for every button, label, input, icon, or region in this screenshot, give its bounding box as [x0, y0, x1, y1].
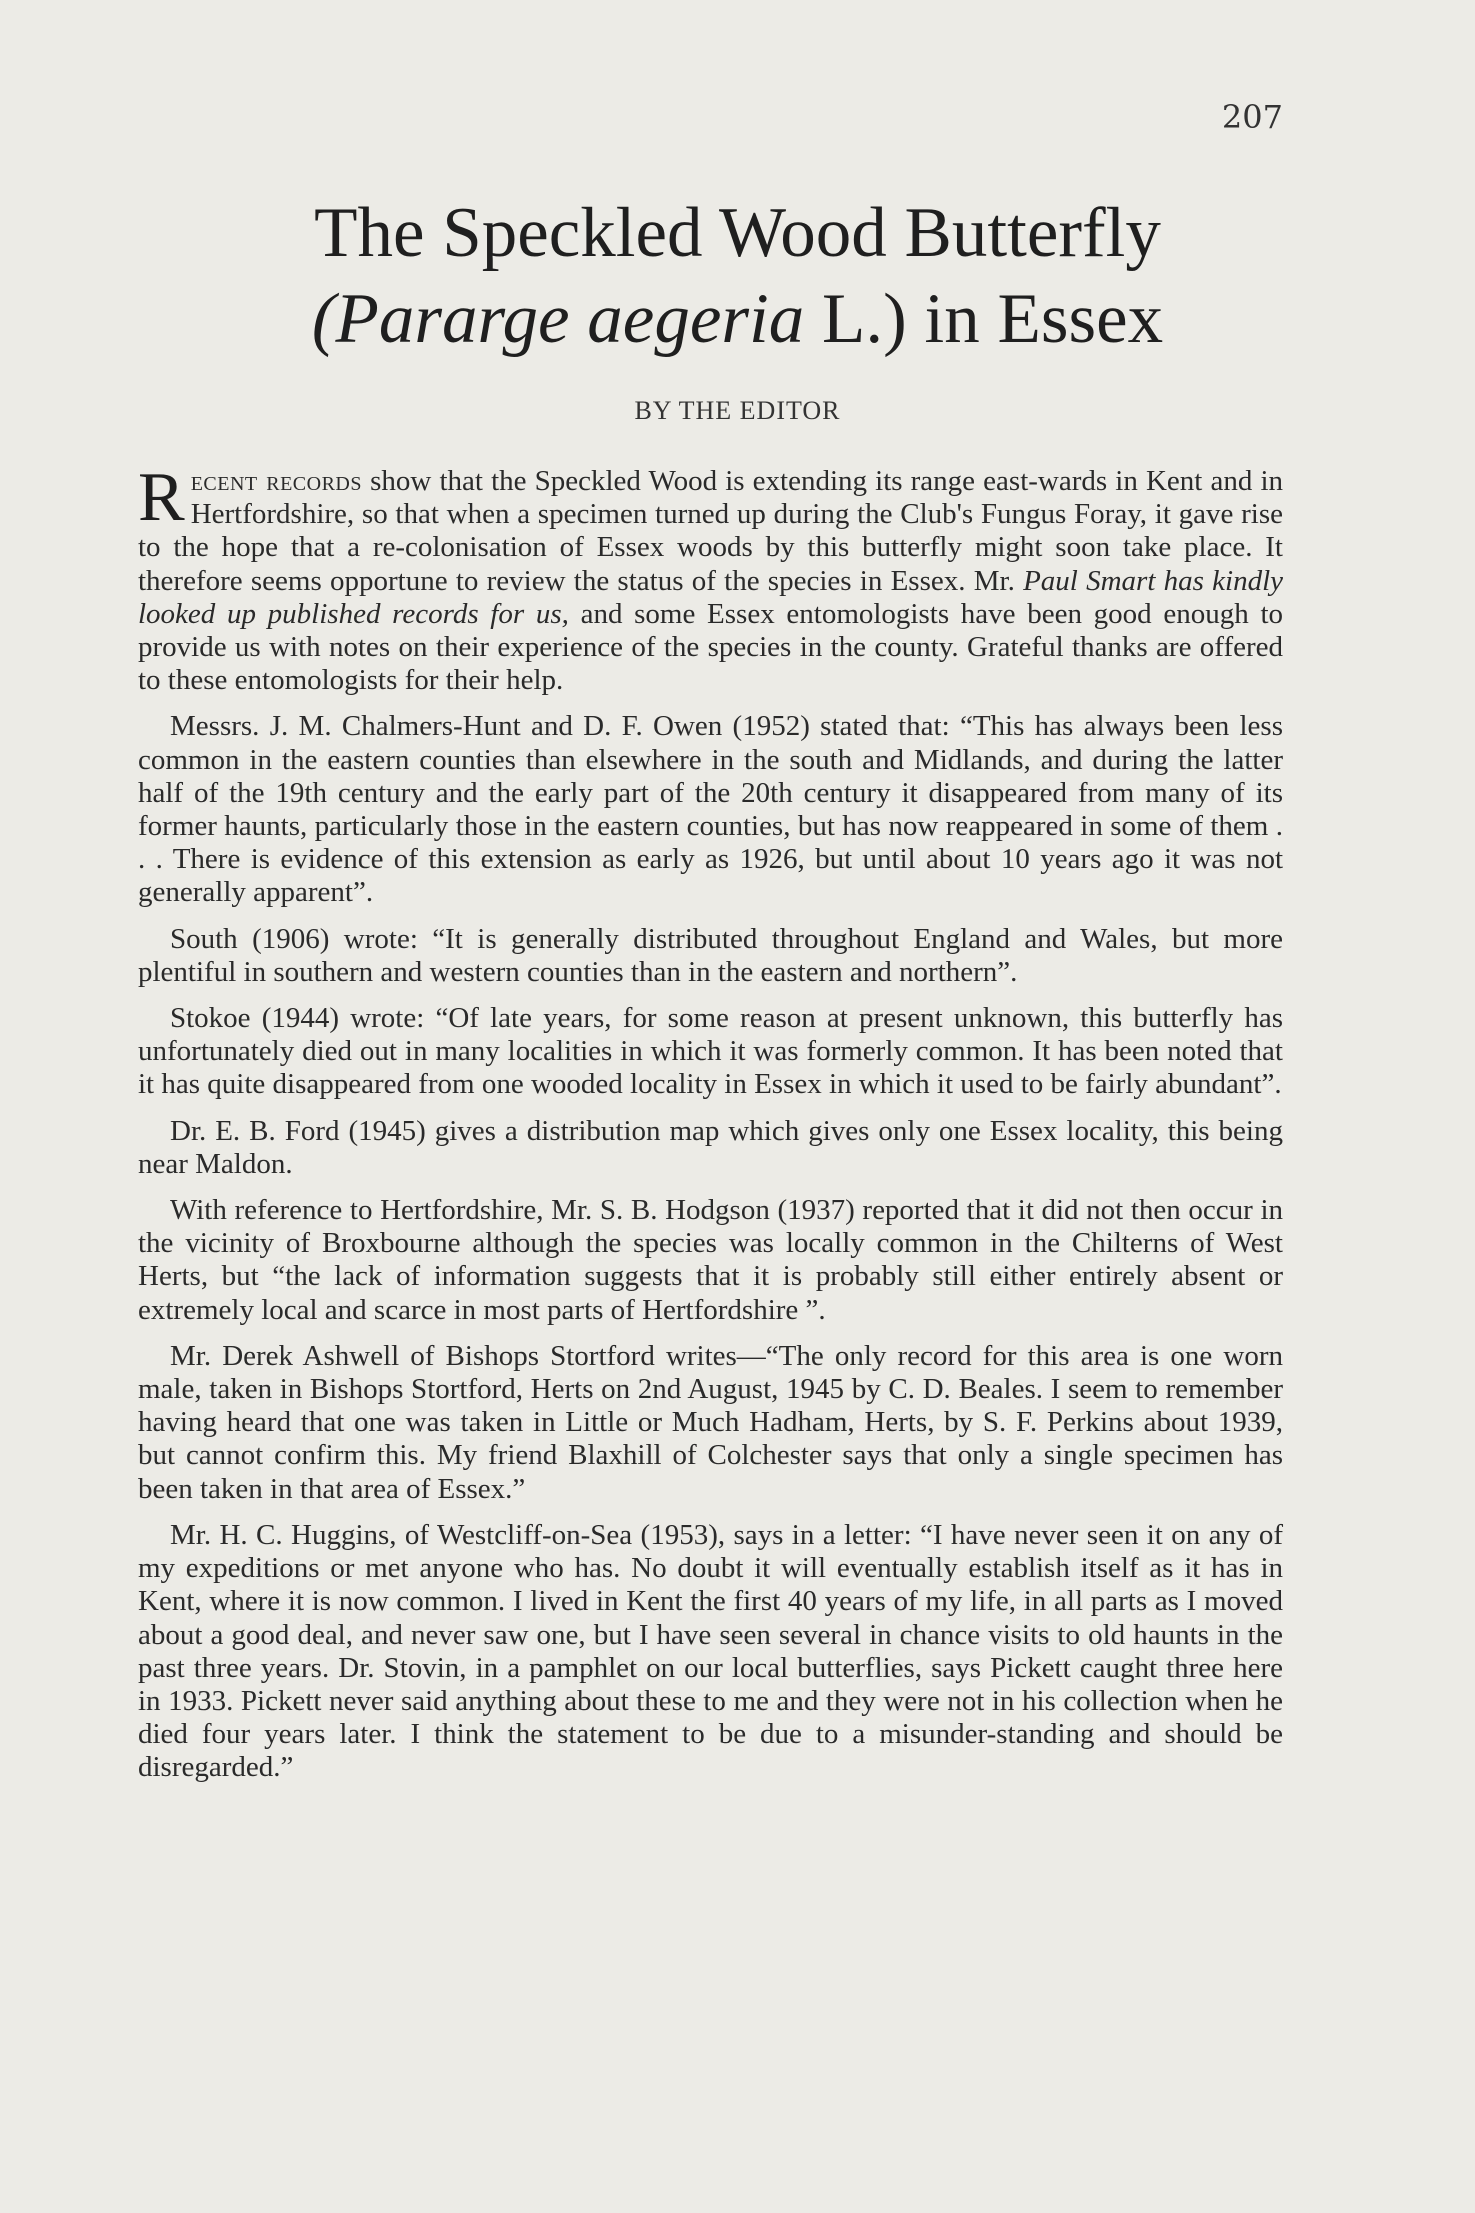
intro-italic: Paul Smart has kindly looked up published records for us, — [138, 564, 1284, 630]
drop-cap: R — [138, 459, 185, 536]
paragraph-intro — [138, 459, 1284, 697]
page-number: 207 — [1221, 98, 1283, 136]
paragraph-south: South (1906) wrote: “It is generally distributed throughout England and Wales, but more plentiful in southern and western counties than in the eastern and northern”. — [138, 922, 1283, 988]
title-line-2 — [312, 280, 1163, 358]
title-authority: L.) — [821, 280, 907, 358]
title-line-1: The Speckled Wood Butterfly — [314, 194, 1161, 272]
article-title — [0, 190, 1475, 362]
article-body — [138, 459, 1284, 1798]
paragraph-hodgson: With reference to Hertfordshire, Mr. S. B. Hodgson (1937) reported that it did not then occur in the vicinity of Broxbourne although the species was locally common in the Chilterns of West Herts, but “the lack of information suggests that it is probably still either entirely absent or extremely local and scarce in most parts of Hertfordshire ”. — [138, 1194, 1283, 1326]
paragraph-ford: Dr. E. B. Ford (1945) gives a distribution map which gives only one Essex locality, this being near Maldon. — [138, 1114, 1283, 1180]
byline: BY THE EDITOR — [634, 396, 841, 425]
paragraph-ashwell: Mr. Derek Ashwell of Bishops Stortford writes—“The only record for this area is one worn male, taken in Bishops Stortford, Herts on 2nd August, 1945 by C. D. Beales. I seem to remember having heard that one was taken in Little or Much Hadham, Herts, by S. F. Perkins about 1939, but cannot confirm this. My friend Blaxhill of Colchester says that only a single specimen has been taken in that area of Essex.” — [138, 1339, 1283, 1505]
paragraph-chalmers-hunt: Messrs. J. M. Chalmers-Hunt and D. F. Owen (1952) stated that: “This has always been less common in the eastern counties than elsewhere in the south and Midlands, and during the latter half of the 19th century and the early part of the 20th century it disappeared from many of its former haunts, particularly those in the eastern counties, but has now reappeared in some of them . . . There is evidence of this extension as early as 1926, but until about 10 years ago it was not generally apparent”. — [138, 710, 1283, 909]
intro-small-caps: ecent records — [190, 465, 363, 497]
title-species-name: (Pararge aegeria — [311, 280, 822, 358]
paragraph-stokoe: Stokoe (1944) wrote: “Of late years, for some reason at present unknown, this butterfly has unfortunately died out in many localities in which it was formerly common. It has been noted that it has quite disappeared from one wooded locality in Essex in which it used to be fairly abundant”. — [138, 1002, 1283, 1101]
title-location: in Essex — [906, 280, 1164, 358]
intro-text-a: show that the Speckled Wood is extending its range east-wards in Kent and in Hertfordshire, so that when a specimen turned up during the Club's Fungus Foray, it gave rise to the hope that a re-colonisation of Essex woods by this butterfly might soon take place. It therefore seems opportune to review the status of the species in Essex. Mr. — [138, 465, 1284, 597]
intro-text-b: and some Essex entomologists have been good enough to provide us with notes on their experience of the species in the county. Grateful thanks are offered to these entomologists for their help. — [138, 597, 1283, 697]
paragraph-huggins: Mr. H. C. Huggins, of Westcliff-on-Sea (1953), says in a letter: “I have never seen it on any of my expeditions or met anyone who has. No doubt it will eventually establish itself as it has in Kent, where it is now common. I lived in Kent the first 40 years of my life, in all parts as I moved about a good deal, and never saw one, but I have seen several in chance visits to old haunts in the past three years. Dr. Stovin, in a pamphlet on our local butterflies, says Pickett caught three here in 1933. Pickett never said anything about these to me and they were not in his collection when he died four years later. I think the statement to be due to a misunder-standing and should be disregarded.” — [138, 1518, 1283, 1784]
